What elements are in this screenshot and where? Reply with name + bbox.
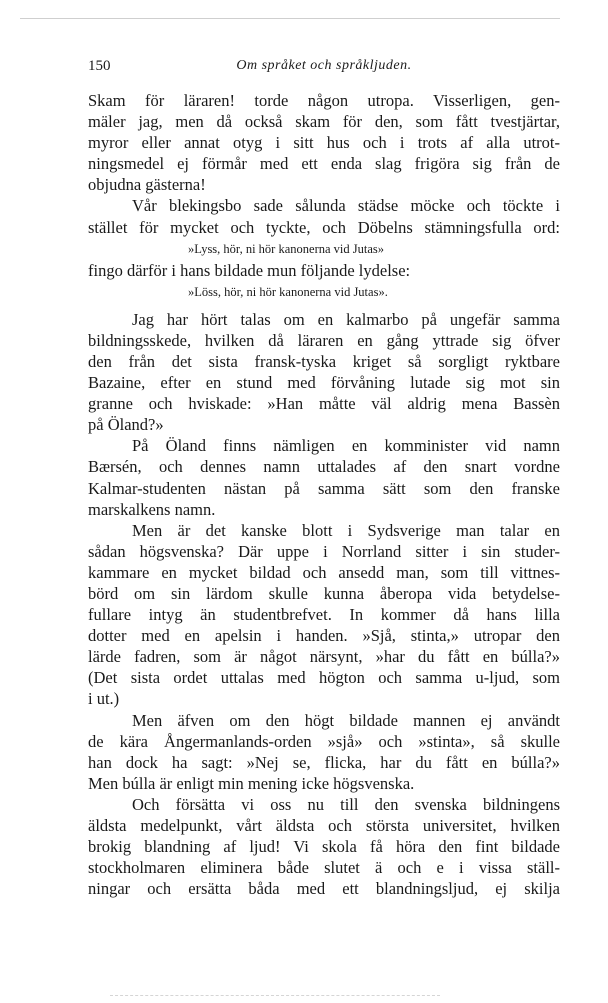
text-line: lärde fadren, som är något närsynt, »har du fått en búlla?»: [88, 647, 560, 667]
text-line: På Öland finns nämligen en komminister vid namn: [132, 436, 560, 456]
text-line: Kalmar-studenten nästan på samma sätt som den franske: [88, 478, 560, 498]
text-line: Bærsén, och dennes namn uttalades af den snart vordne: [88, 457, 560, 477]
text-line: bildningsskede, hvilken då läraren en gång yttrade sig öfver: [88, 330, 560, 350]
running-title: Om språket och språkljuden.: [236, 58, 412, 73]
bottom-edge-line: [110, 995, 440, 996]
text-line: de kära Ångermanlands-orden »sjå» och »stinta», så skulle: [88, 731, 560, 751]
text-line: Skam för läraren! torde någon utropa. Visserligen, gen-: [88, 91, 560, 110]
text-line: brokig blandning af ljud! Vi skola få höra den fint bildade: [88, 837, 560, 857]
text-line: han dock ha sagt: »Nej se, flicka, har du fått en búlla?»: [88, 752, 560, 772]
text-line: kammare en mycket bildad och ansedd man, som till vittnes-: [88, 562, 560, 582]
text-line: den från det sista fransk-tyska kriget så sorgligt ryktbare: [88, 351, 560, 371]
text-line: myror eller annat otyg i sitt hus och i trots af alla utrot-: [88, 133, 560, 153]
text-line: Men äfven om den högt bildade mannen ej användt: [132, 710, 560, 730]
text-line: på Öland?»: [88, 415, 164, 435]
text-line: fingo därför i hans bildade mun följande lydelse:: [88, 260, 411, 280]
text-line: (Det sista ordet uttalas med högton och samma u-ljud, som: [88, 668, 560, 688]
page-number: 150: [88, 58, 111, 74]
text-line: Vår blekingsbo sade sålunda städse möcke och töckte i: [132, 196, 560, 216]
text-line: Men búlla är enligt min mening icke högsvenska.: [88, 773, 415, 793]
text-line: granne och hviskade: »Han måtte väl aldrig mena Bassèn: [88, 394, 560, 414]
text-line: dotter med en apelsin i handen. »Sjå, stinta,» utropar den: [88, 626, 560, 646]
text-line: ningsmedel ej förmår med ett enda slag frigöra sig från de: [88, 154, 560, 174]
text-line: mäler jag, men då också skam för den, som fått tvestjärtar,: [88, 112, 560, 132]
text-line: i ut.): [88, 689, 120, 709]
text-line: fullare intyg än studentbrefvet. In kommer då hans lilla: [88, 605, 560, 625]
text-line: äldsta medelpunkt, vårt äldsta och största universitet, hvilken: [88, 816, 560, 835]
page-header: [88, 58, 560, 78]
text-line: ningar och ersätta båda med ett blandningsljud, ej skilja: [88, 879, 560, 899]
top-edge-line: [20, 18, 560, 19]
quote-line: »Lyss, hör, ni hör kanonerna vid Jutas»: [188, 241, 385, 256]
text-line: stockholmaren eliminera både slutet ä och e i vissa ställ-: [88, 858, 560, 878]
text-line: Och försätta vi oss nu till den svenska bildningens: [132, 794, 560, 814]
text-line: Men är det kanske blott i Sydsverige man talar en: [132, 520, 560, 540]
text-line: Bazaine, efter en stund med förvåning lutade sig mot sin: [88, 373, 560, 393]
quote-line: »Löss, hör, ni hör kanonerna vid Jutas».: [188, 284, 388, 299]
text-line: börd om sin lärdom skulle kunna åberopa vida betydelse-: [88, 583, 560, 603]
text-line: stället för mycket och tyckte, och Döbelns stämningsfulla ord:: [88, 217, 560, 237]
text-line: objudna gästerna!: [88, 175, 206, 195]
text-line: sådan högsvenska? Där uppe i Norrland sitter i sin studer-: [88, 541, 560, 561]
body-text: [88, 90, 560, 899]
text-line: Jag har hört talas om en kalmarbo på ungefär samma: [132, 309, 560, 329]
text-line: marskalkens namn.: [88, 499, 216, 519]
